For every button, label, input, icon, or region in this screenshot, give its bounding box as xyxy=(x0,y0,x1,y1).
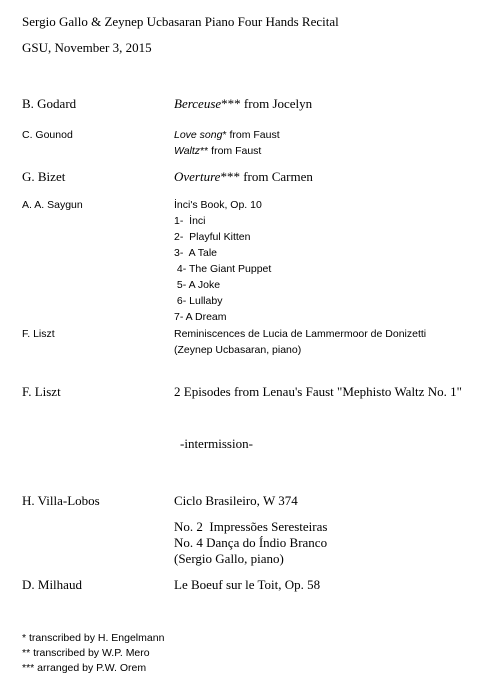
footnote: ** transcribed by W.P. Mero xyxy=(22,647,150,659)
works-saygun xyxy=(174,197,271,325)
work-godard xyxy=(174,96,312,112)
work-title-rest: from Faust xyxy=(208,145,262,157)
work-liszt-2: 2 Episodes from Lenau's Faust "Mephisto Waltz No. 1" xyxy=(174,384,462,399)
footnote: * transcribed by H. Engelmann xyxy=(22,632,165,644)
work-title-italic: Waltz xyxy=(174,145,201,157)
work-title-rest: from Jocelyn xyxy=(240,96,313,111)
composer-godard: B. Godard xyxy=(22,96,77,111)
work-villa-lobos: Ciclo Brasileiro, W 374 xyxy=(174,493,298,508)
work-line: İnci's Book, Op. 10 xyxy=(174,199,262,211)
footnote-mark: * xyxy=(222,129,227,141)
work-title-rest: from Carmen xyxy=(239,169,313,184)
works-gounod xyxy=(174,127,280,159)
footnote-mark: *** xyxy=(221,96,241,111)
work-line xyxy=(174,127,280,143)
movement-line: 6- Lullaby xyxy=(174,295,223,307)
works-liszt-1 xyxy=(174,326,426,358)
movement-line: 5- A Joke xyxy=(174,279,221,291)
composer-milhaud: D. Milhaud xyxy=(22,577,82,592)
work-line xyxy=(174,143,280,159)
performer-line: (Zeynep Ucbasaran, piano) xyxy=(174,344,302,356)
movement-line: 7- A Dream xyxy=(174,311,227,323)
movement-line: No. 4 Dança do Índio Branco xyxy=(174,535,328,550)
composer-saygun: A. A. Saygun xyxy=(22,199,83,211)
composer-liszt-2: F. Liszt xyxy=(22,384,61,399)
composer-liszt-1: F. Liszt xyxy=(22,328,55,340)
work-line: Reminiscences de Lucia de Lammermoor de Donizetti xyxy=(174,328,427,340)
composer-villa-lobos: H. Villa-Lobos xyxy=(22,493,100,508)
recital-title: Sergio Gallo & Zeynep Ucbasaran Piano Four Hands Recital xyxy=(22,14,339,29)
work-title-italic: Overture xyxy=(174,169,221,184)
recital-date-venue: GSU, November 3, 2015 xyxy=(22,40,152,55)
works-villa-lobos xyxy=(174,519,327,567)
work-bizet xyxy=(174,169,313,185)
performer-line: (Sergio Gallo, piano) xyxy=(174,551,284,566)
work-title-italic: Berceuse xyxy=(174,96,222,111)
footnote-mark: *** xyxy=(220,169,240,184)
work-milhaud: Le Boeuf sur le Toit, Op. 58 xyxy=(174,577,321,592)
movement-line: 4- The Giant Puppet xyxy=(174,263,272,275)
movement-line: 1- İnci xyxy=(174,215,206,227)
composer-bizet: G. Bizet xyxy=(22,169,66,184)
composer-gounod: C. Gounod xyxy=(22,129,73,141)
footnote-mark: ** xyxy=(200,145,209,157)
work-title-rest: from Faust xyxy=(226,129,280,141)
movement-line: 3- A Tale xyxy=(174,247,218,259)
movement-line: No. 2 Impressões Seresteiras xyxy=(174,519,328,534)
movement-line: 2- Playful Kitten xyxy=(174,231,251,243)
work-title-italic: Love song xyxy=(174,129,223,141)
intermission-label: -intermission- xyxy=(180,436,253,451)
footnotes xyxy=(22,631,164,676)
footnote: *** arranged by P.W. Orem xyxy=(22,662,147,674)
